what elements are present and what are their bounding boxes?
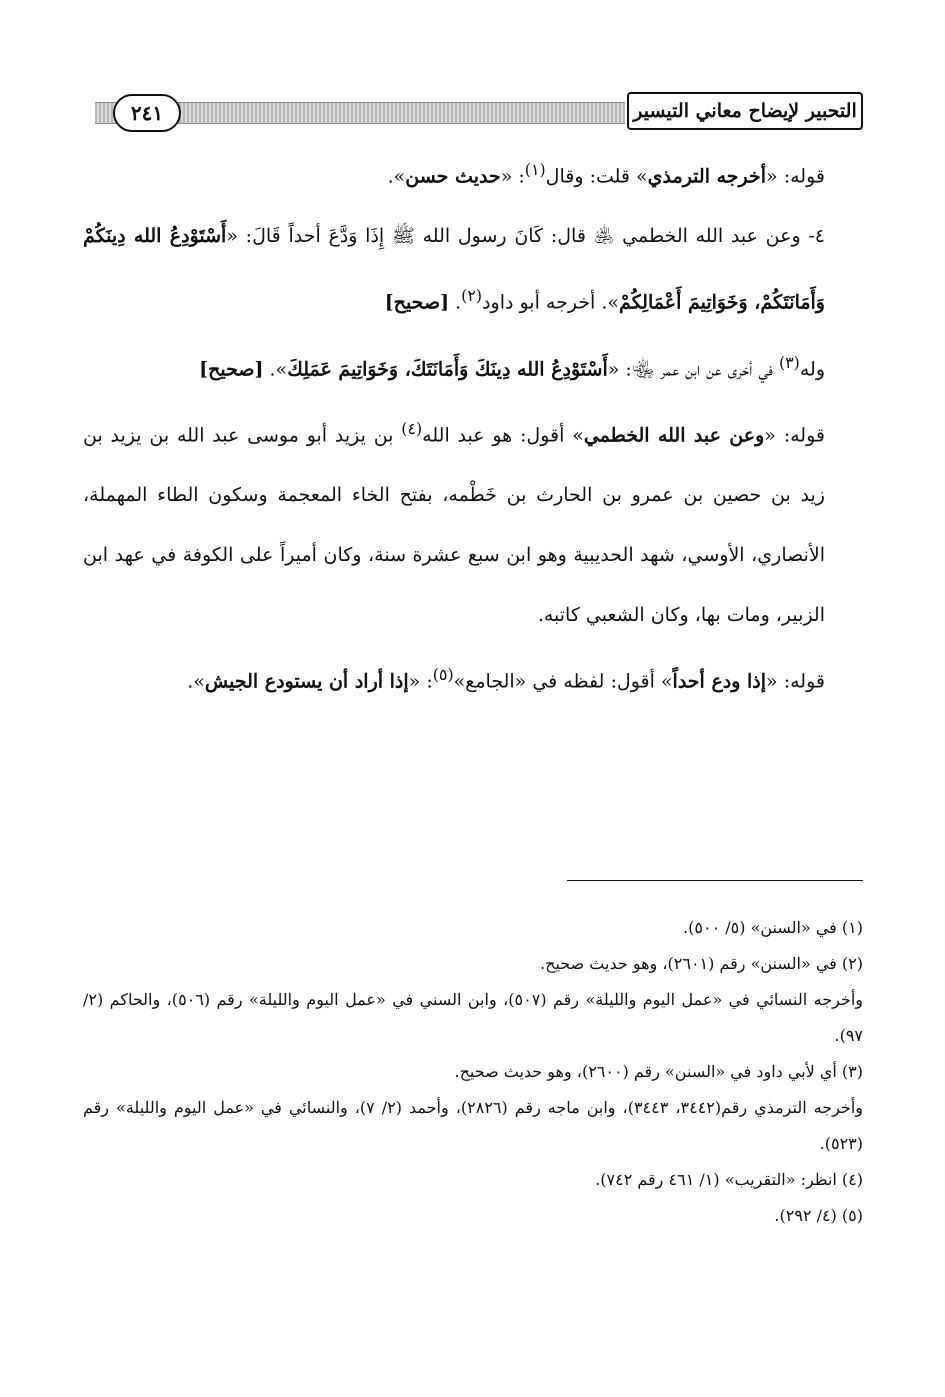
footnote-ref-5[interactable]: (٥) [432, 665, 454, 685]
footnote-ref-4[interactable]: (٤) [401, 418, 423, 438]
text: ». أخرجه أبو داود [482, 291, 620, 314]
page-header [95, 92, 863, 132]
quoted-phrase: حديث حسن [405, 165, 501, 188]
paragraph-2 [83, 206, 863, 332]
text: . [449, 291, 462, 314]
quoted-phrase: إذا ودع أحداً [672, 670, 767, 693]
hadith-text: أَسْتَوْدِعُ الله دِينَكُمْ وَأَمَانَتَكُمْ، وَخَوَاتِيمَ أَعْمَالِكُمْ [83, 225, 825, 314]
text: » أقول: هو عبد الله [422, 424, 584, 447]
footnote-3-continuation: وأخرجه الترمذي رقم(٣٤٤٢، ٣٤٤٣)، وابن ماجه رقم (٢٨٢٦)، وأحمد (٢/ ٧)، والنسائي في «عمل اليوم والليلة» رقم (٥٢٣). [83, 1098, 864, 1153]
text: ». [187, 670, 205, 693]
quoted-phrase: أخرجه الترمذي [647, 165, 767, 188]
text: قوله: « [766, 670, 825, 693]
paragraph-1 [83, 140, 863, 206]
page-number: ٢٤١ [113, 94, 181, 132]
footnote-separator [567, 880, 863, 881]
footnote-2-continuation: وأخرجه النسائي في «عمل اليوم والليلة» رقم (٥٠٧)، وابن السني في «عمل اليوم والليلة» رقم (٥٠٦)، والحاكم (٢/ ٩٧). [83, 990, 864, 1045]
footnote-3: (٣) أي لأبي داود في «السنن» رقم (٢٦٠٠)، وهو حديث صحيح. [454, 1062, 863, 1081]
footnotes [83, 910, 863, 1234]
text: » قلت: وقال [545, 165, 648, 188]
footnote-ref-3[interactable]: (٣) [778, 352, 800, 372]
paragraph-3 [83, 333, 863, 399]
text: وله [799, 357, 825, 380]
paragraph-4 [83, 399, 863, 645]
text: قوله: « [764, 424, 825, 447]
text: قوله: « [766, 165, 825, 188]
text: ». [387, 165, 406, 188]
text: » أقول: لفظه في «الجامع» [453, 670, 673, 693]
quoted-phrase: وعن عبد الله الخطمي [583, 424, 765, 447]
paragraph-5 [83, 645, 863, 711]
footnote-ref-2[interactable]: (٢) [461, 286, 483, 306]
footnote-ref-1[interactable]: (١) [524, 160, 546, 179]
text: ٤- وعن عبد الله الخطمي ﵁ قال: كَانَ رسول الله ﷺ إِذَا وَدَّعَ أحداً قَالَ: « [226, 225, 825, 248]
main-text [83, 140, 863, 712]
footnote-5: (٥) (٤/ ٢٩٢). [774, 1206, 863, 1225]
text: بن يزيد أبو موسى عبد الله بن يزيد بن زيد بن حصين بن عمرو بن الحارث بن خَطْمه، بفتح الخاء المعجمة وسكون الطاء المهملة، الأنصاري، الأوسي، شهد الحديبية وهو ابن سبع عشرة سنة، وكان أميراً على الكوفة في عهد ابن الزبير، ومات بها، وكان الشعبي كاتبه. [83, 424, 825, 627]
book-title: التحبير لإيضاح معاني التيسير [627, 92, 863, 130]
footnote-2: (٢) في «السنن» رقم (٢٦٠١)، وهو حديث صحيح. [540, 954, 863, 973]
text: : « [500, 165, 525, 188]
footnote-1: (١) في «السنن» (٥/ ٥٠٠). [683, 918, 863, 937]
text: في أخرى عن ابن عمر ﵄: « [607, 357, 779, 380]
footnote-4: (٤) انظر: «التقريب» (١/ ٤٦١ رقم ٧٤٢). [595, 1170, 863, 1189]
quoted-phrase: إذا أراد أن يستودع الجيش [204, 670, 409, 693]
grading-label: [صحيح] [384, 291, 450, 314]
text: : « [408, 670, 433, 693]
text: ». [263, 357, 288, 380]
grading-label: [صحيح] [199, 357, 264, 380]
hadith-text: أَسْتَوْدِعُ الله دِينَكَ وَأَمَانَتَكَ، وَخَوَاتِيمَ عَمَلِكَ [287, 357, 608, 380]
